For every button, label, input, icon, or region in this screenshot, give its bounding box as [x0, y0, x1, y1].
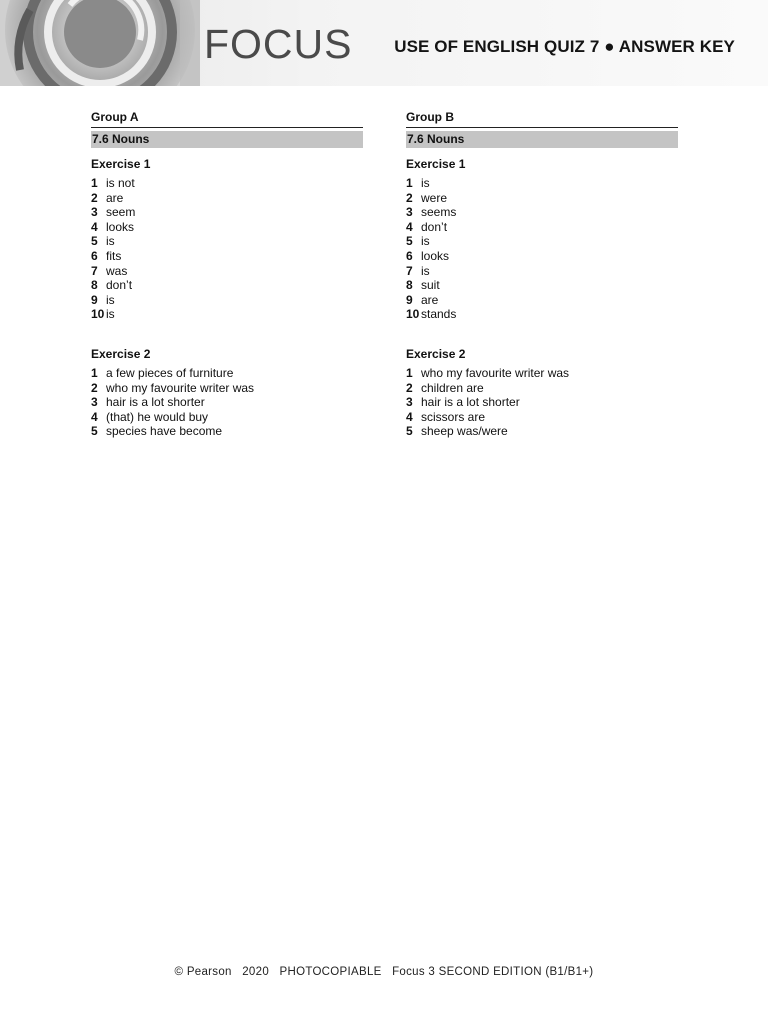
answer-number: 2 [91, 380, 98, 395]
answer-number: 4 [406, 409, 413, 424]
answer-number: 2 [91, 190, 98, 205]
answer-text: don’t [421, 219, 448, 234]
answer-text: is [421, 176, 430, 190]
answer-text: who my favourite writer was [106, 380, 255, 395]
answer-item [406, 278, 678, 293]
group-b-exercise-2-answers [406, 366, 678, 439]
answer-item [406, 176, 678, 191]
answer-item [406, 381, 678, 396]
answer-text: seems [421, 205, 457, 220]
answer-text: are [106, 190, 124, 205]
answer-item [91, 234, 363, 249]
answer-text: (that) he would buy [106, 409, 209, 424]
answer-number: 7 [406, 263, 413, 278]
answer-text: are [421, 292, 439, 307]
answer-number: 3 [406, 205, 413, 220]
answer-item [406, 264, 678, 279]
answer-number: 9 [406, 292, 413, 307]
answer-number: 2 [406, 380, 413, 395]
group-a-exercise-2-answers [91, 366, 363, 439]
answer-text: don’t [106, 278, 133, 293]
group-a-exercise-2-title: Exercise 2 [91, 346, 151, 361]
answer-number: 5 [91, 424, 98, 439]
answer-text: seem [106, 205, 136, 220]
answer-number: 10 [91, 307, 105, 322]
answer-item [91, 278, 363, 293]
answer-number: 8 [91, 278, 98, 293]
answer-text: hair is a lot shorter [421, 395, 520, 410]
answer-number: 1 [406, 365, 413, 380]
answer-number: 5 [91, 234, 98, 249]
answer-item [91, 366, 363, 381]
answer-text: scissors are [421, 409, 486, 424]
answer-number: 6 [406, 248, 413, 263]
group-a-exercise-1-answers [91, 176, 363, 322]
answer-item [91, 249, 363, 264]
answer-text: is [106, 292, 115, 307]
answer-text: looks [106, 219, 135, 234]
answer-item [406, 366, 678, 381]
answer-item [91, 205, 363, 220]
answer-number: 4 [406, 219, 413, 234]
answer-number: 5 [406, 424, 413, 439]
answer-item [91, 191, 363, 206]
answer-item [91, 410, 363, 425]
answer-text: suit [421, 278, 440, 293]
group-a-unit-heading: 7.6 Nouns [91, 131, 363, 148]
answer-number: 1 [406, 176, 413, 190]
answer-text: species have become [106, 424, 223, 439]
answer-number: 1 [91, 365, 98, 380]
answer-item [406, 234, 678, 249]
page-title: USE OF ENGLISH QUIZ 7 ● ANSWER KEY [394, 37, 735, 56]
answer-number: 6 [91, 248, 98, 263]
answer-text: who my favourite writer was [421, 365, 570, 380]
group-a-column [91, 108, 363, 439]
answer-text: hair is a lot shorter [106, 395, 205, 410]
answer-item [91, 381, 363, 396]
answer-item [91, 307, 363, 322]
answer-item [406, 191, 678, 206]
answer-number: 8 [406, 278, 413, 293]
answer-item [406, 307, 678, 322]
answer-text: stands [421, 307, 457, 322]
answer-number: 3 [91, 205, 98, 220]
answer-text: is not [106, 176, 135, 190]
page-footer: © Pearson 2020 PHOTOCOPIABLE Focus 3 SECOND EDITION (B1/B1+) [174, 966, 594, 978]
answer-item [406, 293, 678, 308]
group-b-exercise-1-answers [406, 176, 678, 322]
answer-text: is [421, 263, 430, 278]
group-b-title: Group B [406, 108, 678, 128]
answer-text: a few pieces of furniture [106, 365, 234, 380]
page-header [0, 0, 768, 86]
answer-item [406, 424, 678, 439]
answer-item [91, 395, 363, 410]
group-b-unit-heading: 7.6 Nouns [406, 131, 678, 148]
answer-item [91, 220, 363, 235]
answer-item [406, 395, 678, 410]
answer-number: 10 [406, 307, 420, 322]
answer-text: looks [421, 248, 450, 263]
answer-item [406, 205, 678, 220]
answer-item [406, 220, 678, 235]
brand-wordmark: FOCUS [204, 21, 353, 67]
answer-text: is [106, 234, 115, 249]
group-a-exercise-1-title: Exercise 1 [91, 157, 151, 171]
answer-item [91, 293, 363, 308]
answer-item [406, 249, 678, 264]
answer-number: 3 [406, 395, 413, 410]
answer-number: 9 [91, 292, 98, 307]
answer-text: is [106, 307, 115, 322]
answer-item [91, 264, 363, 279]
group-b-column [406, 108, 678, 439]
answer-number: 5 [406, 234, 413, 249]
answer-text: was [106, 263, 128, 278]
answer-text: children are [421, 380, 484, 395]
group-b-exercise-1-title: Exercise 1 [406, 157, 466, 171]
answer-text: sheep was/were [421, 424, 508, 439]
answer-item [91, 176, 363, 191]
answer-text: fits [106, 248, 122, 263]
answer-number: 4 [91, 219, 98, 234]
focus-logo-graphic [0, 0, 200, 86]
answer-item [91, 424, 363, 439]
answer-item [406, 410, 678, 425]
answer-number: 1 [91, 176, 98, 190]
answer-text: is [421, 234, 430, 249]
answer-number: 3 [91, 395, 98, 410]
answer-text: were [421, 190, 448, 205]
group-a-title: Group A [91, 108, 363, 128]
answer-number: 4 [91, 409, 98, 424]
answer-number: 2 [406, 190, 413, 205]
group-b-exercise-2-title: Exercise 2 [406, 346, 466, 361]
answer-number: 7 [91, 263, 98, 278]
